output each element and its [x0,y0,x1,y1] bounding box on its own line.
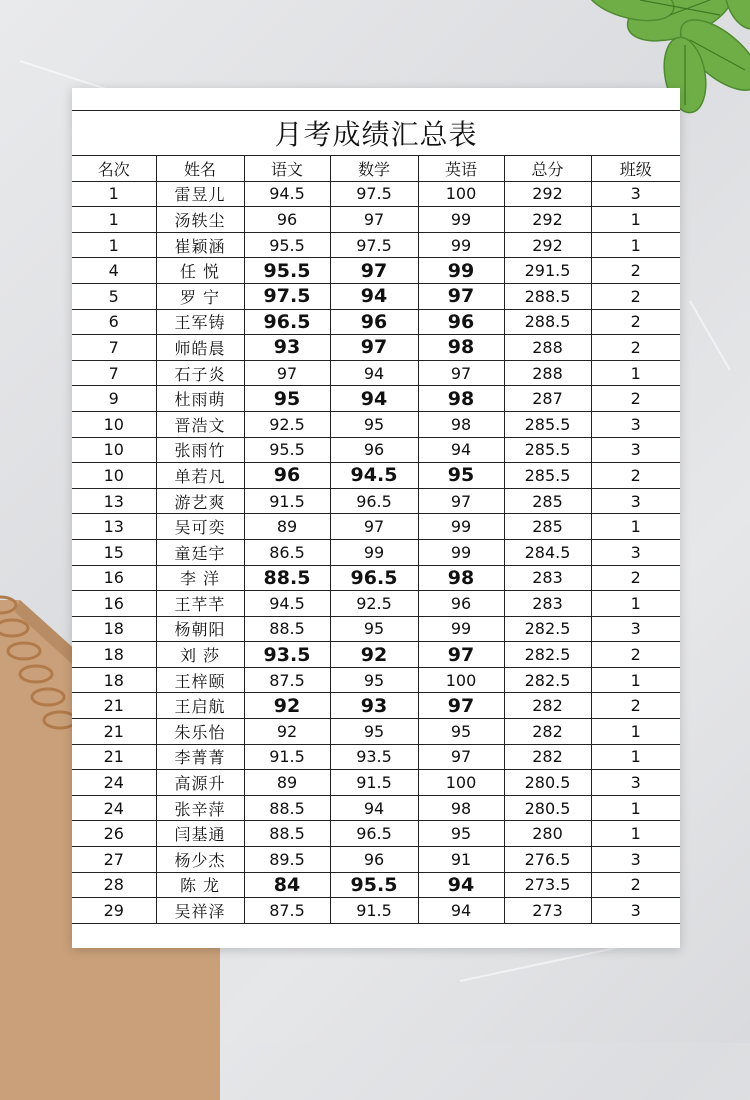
cell-name: 张雨竹 [156,437,244,463]
cell-math: 92 [330,642,418,668]
cell-math: 95 [330,411,418,437]
cell-rank: 1 [72,181,156,207]
cell-name: 晋浩文 [156,411,244,437]
cell-math: 95.5 [330,872,418,898]
cell-rank: 4 [72,258,156,284]
cell-math: 96.5 [330,488,418,514]
cell-chinese: 92.5 [244,411,330,437]
cell-name: 朱乐怡 [156,719,244,745]
cell-name: 李 洋 [156,565,244,591]
cell-total: 285 [504,488,591,514]
cell-class: 3 [591,847,680,873]
table-row [72,642,680,668]
cell-rank: 18 [72,667,156,693]
table-row [72,488,680,514]
cell-name: 王启航 [156,693,244,719]
header-english: 英语 [418,156,504,182]
cell-class: 2 [591,565,680,591]
cell-rank: 5 [72,283,156,309]
cell-rank: 24 [72,795,156,821]
title-row [72,111,680,156]
table-row [72,693,680,719]
cell-english: 95 [418,463,504,489]
cell-chinese: 88.5 [244,565,330,591]
cell-class: 1 [591,591,680,617]
cell-chinese: 88.5 [244,616,330,642]
cell-math: 91.5 [330,898,418,924]
cell-chinese: 93.5 [244,642,330,668]
cell-english: 95 [418,821,504,847]
cell-name: 刘 莎 [156,642,244,668]
cell-name: 汤轶尘 [156,207,244,233]
cell-english: 99 [418,514,504,540]
cell-math: 94 [330,795,418,821]
cell-math: 94.5 [330,463,418,489]
cell-class: 2 [591,642,680,668]
cell-name: 单若凡 [156,463,244,489]
cell-total: 292 [504,181,591,207]
cell-total: 292 [504,232,591,258]
cell-math: 94 [330,386,418,412]
table-row [72,437,680,463]
cell-name: 李菁菁 [156,744,244,770]
table-row [72,667,680,693]
cell-name: 王梓颐 [156,667,244,693]
cell-class: 3 [591,770,680,796]
cell-name: 王军铸 [156,309,244,335]
cell-math: 96 [330,847,418,873]
cell-english: 100 [418,181,504,207]
table-row [72,744,680,770]
cell-total: 288.5 [504,309,591,335]
cell-chinese: 93 [244,335,330,361]
cell-class: 2 [591,335,680,361]
cell-class: 1 [591,360,680,386]
cell-chinese: 95.5 [244,437,330,463]
cell-rank: 26 [72,821,156,847]
cell-chinese: 94.5 [244,591,330,617]
cell-total: 287 [504,386,591,412]
cell-chinese: 88.5 [244,821,330,847]
marble-streak [689,301,731,371]
cell-class: 2 [591,693,680,719]
cell-math: 96.5 [330,821,418,847]
cell-math: 99 [330,539,418,565]
cell-name: 童廷宇 [156,539,244,565]
score-table [72,110,680,924]
cell-english: 99 [418,539,504,565]
table-row [72,565,680,591]
cell-chinese: 92 [244,719,330,745]
cell-english: 98 [418,335,504,361]
cell-rank: 10 [72,411,156,437]
cell-chinese: 95.5 [244,232,330,258]
cell-total: 284.5 [504,539,591,565]
table-title: 月考成绩汇总表 [72,111,680,156]
cell-name: 师皓晨 [156,335,244,361]
cell-total: 282 [504,719,591,745]
cell-english: 98 [418,565,504,591]
cell-class: 1 [591,719,680,745]
cell-class: 3 [591,616,680,642]
cell-class: 1 [591,744,680,770]
cell-total: 280.5 [504,795,591,821]
cell-chinese: 92 [244,693,330,719]
cell-math: 95 [330,667,418,693]
cell-english: 98 [418,411,504,437]
cell-rank: 15 [72,539,156,565]
cell-rank: 29 [72,898,156,924]
table-row [72,283,680,309]
cell-total: 280.5 [504,770,591,796]
table-row [72,616,680,642]
cell-name: 张辛萍 [156,795,244,821]
cell-english: 97 [418,744,504,770]
cell-math: 96.5 [330,565,418,591]
cell-english: 97 [418,693,504,719]
header-total: 总分 [504,156,591,182]
cell-chinese: 86.5 [244,539,330,565]
table-row [72,514,680,540]
cell-english: 95 [418,719,504,745]
cell-total: 282 [504,693,591,719]
cell-english: 100 [418,667,504,693]
cell-english: 96 [418,309,504,335]
cell-class: 1 [591,207,680,233]
cell-english: 97 [418,488,504,514]
cell-english: 97 [418,360,504,386]
cell-name: 雷昱儿 [156,181,244,207]
cell-rank: 6 [72,309,156,335]
cell-rank: 13 [72,514,156,540]
cell-rank: 1 [72,232,156,258]
cell-total: 285.5 [504,437,591,463]
cell-english: 100 [418,770,504,796]
cell-class: 1 [591,667,680,693]
cell-total: 288 [504,335,591,361]
cell-chinese: 88.5 [244,795,330,821]
cell-rank: 16 [72,565,156,591]
table-row [72,309,680,335]
cell-total: 283 [504,591,591,617]
cell-chinese: 94.5 [244,181,330,207]
cell-rank: 9 [72,386,156,412]
cell-class: 1 [591,795,680,821]
cell-name: 游艺爽 [156,488,244,514]
cell-total: 285.5 [504,463,591,489]
cell-math: 97 [330,258,418,284]
table-row [72,411,680,437]
cell-math: 96 [330,437,418,463]
cell-chinese: 91.5 [244,488,330,514]
cell-total: 292 [504,207,591,233]
cell-total: 280 [504,821,591,847]
cell-class: 1 [591,514,680,540]
cell-total: 285.5 [504,411,591,437]
table-row [72,821,680,847]
cell-rank: 16 [72,591,156,617]
cell-math: 97.5 [330,181,418,207]
cell-class: 2 [591,258,680,284]
cell-rank: 27 [72,847,156,873]
table-row [72,360,680,386]
cell-class: 3 [591,411,680,437]
header-name: 姓名 [156,156,244,182]
cell-rank: 18 [72,642,156,668]
cell-english: 99 [418,207,504,233]
cell-name: 任 悦 [156,258,244,284]
cell-total: 273.5 [504,872,591,898]
table-row [72,795,680,821]
cell-rank: 13 [72,488,156,514]
cell-english: 94 [418,437,504,463]
cell-rank: 10 [72,463,156,489]
cell-chinese: 87.5 [244,898,330,924]
table-row [72,872,680,898]
cell-chinese: 96.5 [244,309,330,335]
header-math: 数学 [330,156,418,182]
cell-total: 291.5 [504,258,591,284]
cell-english: 97 [418,283,504,309]
cell-name: 杨朝阳 [156,616,244,642]
cell-name: 吴可奕 [156,514,244,540]
cell-english: 99 [418,258,504,284]
header-row [72,156,680,182]
cell-total: 282 [504,744,591,770]
table-row [72,539,680,565]
cell-chinese: 97 [244,360,330,386]
cell-class: 1 [591,232,680,258]
cell-english: 91 [418,847,504,873]
table-row [72,386,680,412]
cell-math: 93.5 [330,744,418,770]
cell-class: 2 [591,463,680,489]
cell-math: 96 [330,309,418,335]
cell-english: 97 [418,642,504,668]
header-chinese: 语文 [244,156,330,182]
cell-class: 2 [591,872,680,898]
cell-rank: 7 [72,335,156,361]
table-row [72,591,680,617]
table-row [72,207,680,233]
cell-total: 276.5 [504,847,591,873]
cell-chinese: 97.5 [244,283,330,309]
cell-chinese: 89 [244,770,330,796]
cell-rank: 10 [72,437,156,463]
header-rank: 名次 [72,156,156,182]
cell-name: 杜雨萌 [156,386,244,412]
header-class: 班级 [591,156,680,182]
cell-class: 2 [591,283,680,309]
cell-name: 罗 宁 [156,283,244,309]
cell-chinese: 96 [244,463,330,489]
cell-math: 95 [330,616,418,642]
cell-rank: 21 [72,719,156,745]
cell-name: 杨少杰 [156,847,244,873]
cell-total: 282.5 [504,667,591,693]
cell-class: 2 [591,309,680,335]
cell-math: 92.5 [330,591,418,617]
cell-chinese: 95 [244,386,330,412]
cell-math: 94 [330,360,418,386]
cell-total: 282.5 [504,642,591,668]
cell-name: 王芊芊 [156,591,244,617]
cell-name: 陈 龙 [156,872,244,898]
cell-class: 1 [591,821,680,847]
cell-name: 闫基通 [156,821,244,847]
cell-english: 94 [418,872,504,898]
cell-chinese: 87.5 [244,667,330,693]
cell-math: 97 [330,335,418,361]
cell-english: 98 [418,795,504,821]
cell-math: 97 [330,514,418,540]
cell-rank: 21 [72,744,156,770]
cell-class: 3 [591,539,680,565]
cell-rank: 18 [72,616,156,642]
cell-total: 288 [504,360,591,386]
table-row [72,847,680,873]
cell-math: 91.5 [330,770,418,796]
cell-rank: 7 [72,360,156,386]
cell-chinese: 89.5 [244,847,330,873]
cell-english: 99 [418,232,504,258]
cell-name: 崔颖涵 [156,232,244,258]
cell-name: 石子炎 [156,360,244,386]
cell-rank: 28 [72,872,156,898]
table-row [72,463,680,489]
cell-class: 3 [591,488,680,514]
score-sheet [72,88,680,948]
table-row [72,232,680,258]
table-row [72,181,680,207]
cell-english: 98 [418,386,504,412]
cell-math: 97 [330,207,418,233]
table-row [72,770,680,796]
cell-total: 285 [504,514,591,540]
table-row [72,258,680,284]
cell-english: 94 [418,898,504,924]
cell-name: 高源升 [156,770,244,796]
table-row [72,335,680,361]
table-row [72,898,680,924]
cell-rank: 1 [72,207,156,233]
cell-name: 吴祥泽 [156,898,244,924]
cell-total: 283 [504,565,591,591]
table-row [72,719,680,745]
cell-english: 96 [418,591,504,617]
cell-math: 93 [330,693,418,719]
cell-chinese: 96 [244,207,330,233]
cell-chinese: 84 [244,872,330,898]
cell-rank: 21 [72,693,156,719]
cell-chinese: 89 [244,514,330,540]
cell-class: 3 [591,181,680,207]
cell-chinese: 91.5 [244,744,330,770]
cell-class: 3 [591,437,680,463]
cell-class: 3 [591,898,680,924]
cell-rank: 24 [72,770,156,796]
cell-chinese: 95.5 [244,258,330,284]
cell-math: 97.5 [330,232,418,258]
cell-total: 288.5 [504,283,591,309]
cell-math: 94 [330,283,418,309]
cell-total: 273 [504,898,591,924]
cell-math: 95 [330,719,418,745]
cell-total: 282.5 [504,616,591,642]
cell-english: 99 [418,616,504,642]
cell-class: 2 [591,386,680,412]
